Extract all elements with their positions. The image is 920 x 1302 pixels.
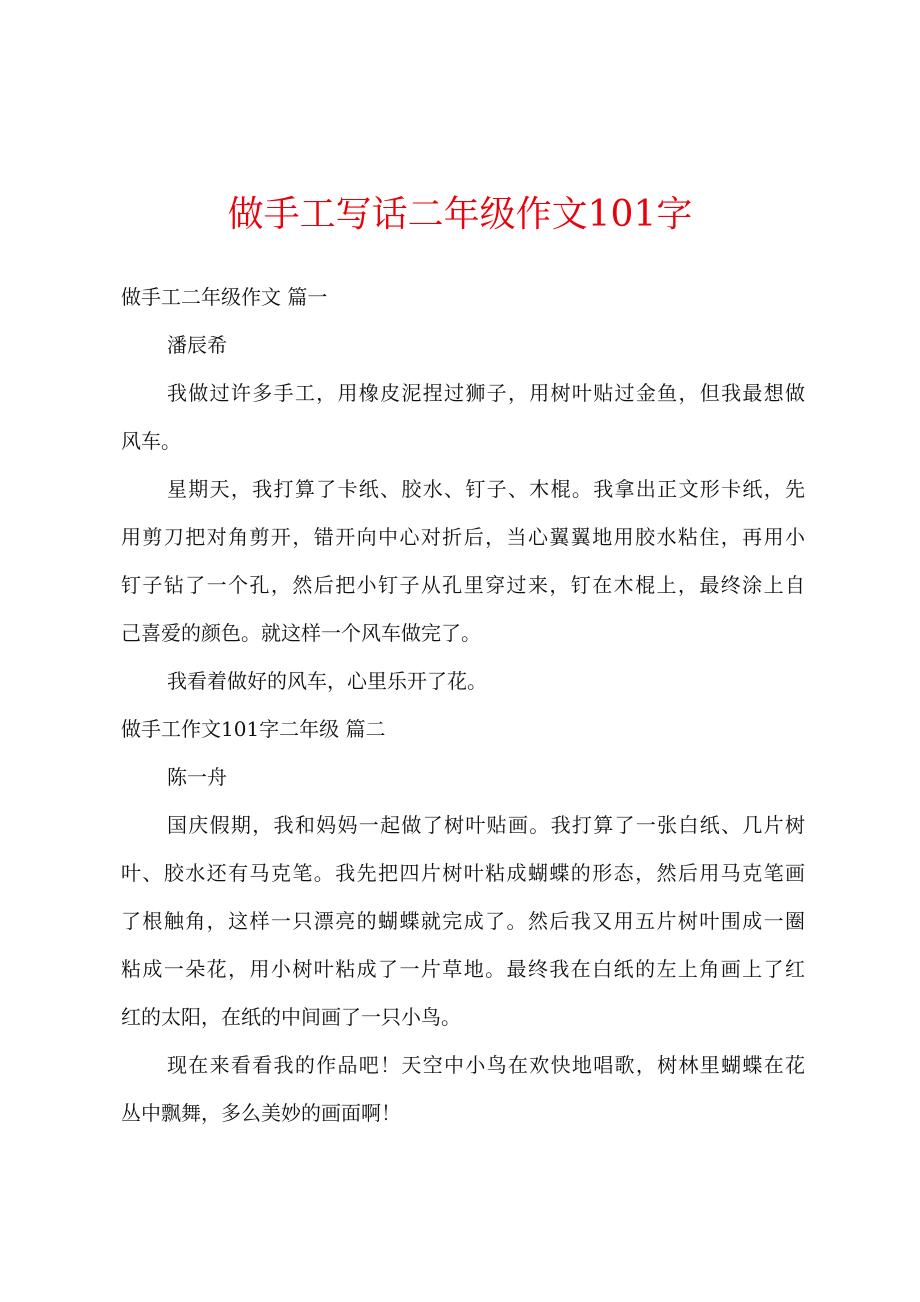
section-heading: 做手工二年级作文 篇一 (121, 285, 328, 309)
document-body (121, 281, 805, 1145)
paragraph-line: 我做过许多手工，用橡皮泥捏过狮子，用树叶贴过金鱼，但我最想做 (167, 381, 805, 405)
paragraph-line: 红的太阳，在纸的中间画了一只小鸟。 (121, 1005, 461, 1029)
paragraph-line: 叶、胶水还有马克笔。我先把四片树叶粘成蝴蝶的形态，然后用马克笔画 (121, 861, 805, 885)
paragraph-line: 用剪刀把对角剪开，错开向中心对折后，当心翼翼地用胶水粘住，再用小 (121, 525, 805, 549)
paragraph-line: 国庆假期，我和妈妈一起做了树叶贴画。我打算了一张白纸、几片树 (167, 813, 805, 837)
document-title: 做手工写话二年级作文101字 (227, 194, 693, 235)
author-name: 陈一舟 (167, 765, 227, 789)
paragraph-line: 风车。 (121, 429, 181, 453)
author-name: 潘辰希 (167, 333, 227, 357)
paragraph-line: 现在来看看我的作品吧！天空中小鸟在欢快地唱歌，树林里蝴蝶在花 (167, 1053, 805, 1077)
paragraph-line: 己喜爱的颜色。就这样一个风车做完了。 (121, 621, 481, 645)
paragraph-line: 我看着做好的风车，心里乐开了花。 (167, 669, 487, 693)
section-heading: 做手工作文101字二年级 篇二 (121, 717, 386, 741)
paragraph-line: 粘成一朵花，用小树叶粘成了一片草地。最终我在白纸的左上角画上了红 (121, 957, 805, 981)
paragraph-line: 丛中飘舞，多么美妙的画面啊！ (121, 1101, 401, 1125)
paragraph-line: 钉子钻了一个孔，然后把小钉子从孔里穿过来，钉在木棍上，最终涂上自 (121, 573, 805, 597)
paragraph-line: 了根触角，这样一只漂亮的蝴蝶就完成了。然后我又用五片树叶围成一圈 (121, 909, 805, 933)
paragraph-line: 星期天，我打算了卡纸、胶水、钉子、木棍。我拿出正文形卡纸，先 (167, 477, 805, 501)
